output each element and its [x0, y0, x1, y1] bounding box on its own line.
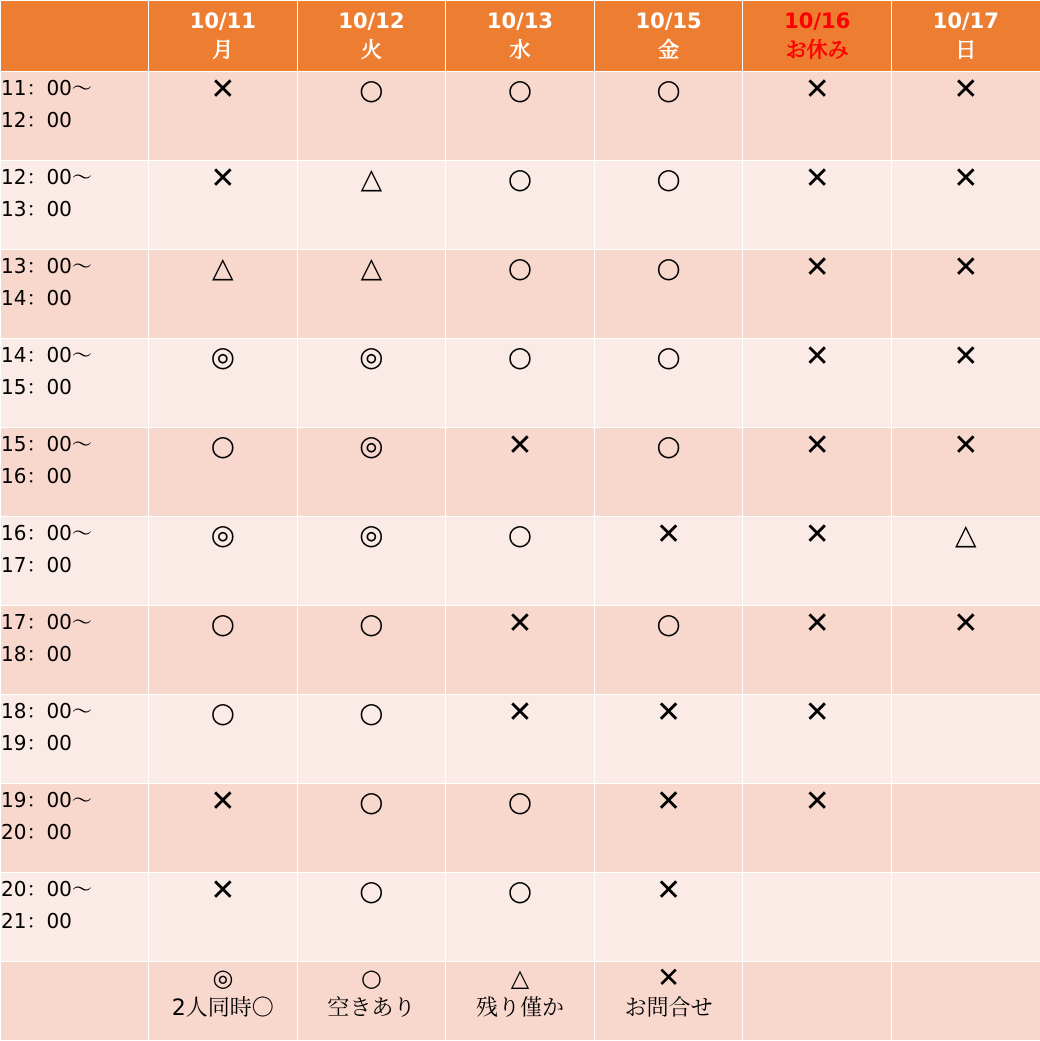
legend-text: 2人同時〇 [149, 994, 297, 1024]
availability-cell: ◎ [297, 428, 446, 517]
availability-cell: ◎ [149, 517, 298, 606]
availability-cell: ✕ [891, 606, 1040, 695]
date-header [149, 1, 298, 72]
availability-cell: ○ [446, 339, 595, 428]
availability-cell: ✕ [149, 72, 298, 161]
time-end: 18：00 [1, 638, 148, 670]
availability-cell: ✕ [743, 428, 892, 517]
legend-row [1, 962, 1040, 1041]
time-slot-row [1, 72, 1040, 161]
availability-cell: ○ [297, 695, 446, 784]
legend-item [743, 962, 892, 1041]
time-slot-row [1, 250, 1040, 339]
availability-cell: ○ [594, 250, 743, 339]
header-weekday: 金 [595, 36, 743, 65]
availability-cell: ✕ [149, 784, 298, 873]
legend-text: 残り僅か [446, 994, 594, 1024]
availability-cell: ✕ [149, 873, 298, 962]
legend-symbol: ○ [298, 962, 446, 994]
availability-cell: ✕ [743, 72, 892, 161]
time-end: 21：00 [1, 905, 148, 937]
availability-cell: ○ [446, 161, 595, 250]
legend-symbol: ✕ [595, 962, 743, 994]
legend-symbol: ◎ [149, 962, 297, 994]
date-header-holiday [743, 1, 892, 72]
time-slot-row [1, 606, 1040, 695]
availability-cell: ○ [594, 428, 743, 517]
availability-cell: ◎ [297, 517, 446, 606]
time-slot-label [1, 517, 149, 606]
legend-symbol: △ [446, 962, 594, 994]
time-slot-label [1, 606, 149, 695]
time-start: 17：00〜 [1, 606, 148, 638]
time-slot-row [1, 873, 1040, 962]
header-corner-cell [1, 1, 149, 72]
time-start: 15：00〜 [1, 428, 148, 460]
time-start: 12：00〜 [1, 161, 148, 193]
availability-cell: ✕ [446, 695, 595, 784]
time-end: 15：00 [1, 371, 148, 403]
time-start: 14：00〜 [1, 339, 148, 371]
header-date: 10/16 [743, 7, 891, 36]
header-date: 10/17 [892, 7, 1040, 36]
time-start: 18：00〜 [1, 695, 148, 727]
availability-cell: ✕ [743, 339, 892, 428]
availability-cell: ✕ [891, 339, 1040, 428]
availability-cell: ✕ [743, 517, 892, 606]
availability-cell: ✕ [743, 695, 892, 784]
time-start: 11：00〜 [1, 72, 148, 104]
header-date: 10/12 [298, 7, 446, 36]
legend-item [446, 962, 595, 1041]
time-start: 20：00〜 [1, 873, 148, 905]
time-slot-label [1, 428, 149, 517]
availability-cell: ○ [297, 606, 446, 695]
header-date: 10/13 [446, 7, 594, 36]
time-slot-row [1, 339, 1040, 428]
time-slot-label [1, 784, 149, 873]
availability-cell: ✕ [743, 606, 892, 695]
availability-cell: ○ [594, 339, 743, 428]
availability-cell: ✕ [446, 428, 595, 517]
availability-cell: ◎ [297, 339, 446, 428]
time-end: 17：00 [1, 549, 148, 581]
availability-cell: ✕ [891, 161, 1040, 250]
time-slot-label [1, 161, 149, 250]
availability-cell: ◎ [149, 339, 298, 428]
availability-cell: ✕ [891, 250, 1040, 339]
header-weekday: 水 [446, 36, 594, 65]
time-end: 12：00 [1, 104, 148, 136]
availability-cell [891, 873, 1040, 962]
time-start: 19：00〜 [1, 784, 148, 816]
date-header [891, 1, 1040, 72]
availability-cell: ○ [446, 72, 595, 161]
time-end: 14：00 [1, 282, 148, 314]
availability-cell: △ [297, 250, 446, 339]
time-start: 13：00〜 [1, 250, 148, 282]
availability-cell: ○ [446, 873, 595, 962]
availability-cell: ✕ [743, 161, 892, 250]
header-weekday: 月 [149, 36, 297, 65]
time-start: 16：00〜 [1, 517, 148, 549]
availability-cell: ○ [149, 695, 298, 784]
availability-cell [743, 873, 892, 962]
header-weekday: 火 [298, 36, 446, 65]
time-slot-row [1, 695, 1040, 784]
legend-item [149, 962, 298, 1041]
availability-cell: ✕ [743, 250, 892, 339]
date-header [446, 1, 595, 72]
availability-cell [891, 784, 1040, 873]
legend-text: 空きあり [298, 994, 446, 1024]
time-end: 16：00 [1, 460, 148, 492]
availability-cell: ○ [594, 72, 743, 161]
time-end: 20：00 [1, 816, 148, 848]
header-weekday: 日 [892, 36, 1040, 65]
time-slot-row [1, 784, 1040, 873]
availability-cell: ○ [149, 606, 298, 695]
availability-cell: ○ [297, 873, 446, 962]
availability-cell: ✕ [891, 72, 1040, 161]
availability-cell: △ [149, 250, 298, 339]
availability-cell: ○ [149, 428, 298, 517]
legend-item [891, 962, 1040, 1041]
legend-item [297, 962, 446, 1041]
time-end: 19：00 [1, 727, 148, 759]
legend-text: お問合せ [595, 994, 743, 1024]
time-slot-row [1, 428, 1040, 517]
availability-cell: ○ [297, 784, 446, 873]
availability-cell: ○ [446, 250, 595, 339]
time-slot-row [1, 161, 1040, 250]
availability-cell: ✕ [149, 161, 298, 250]
legend-item [594, 962, 743, 1041]
legend-corner-cell [1, 962, 149, 1041]
availability-cell: ○ [446, 784, 595, 873]
availability-cell [891, 695, 1040, 784]
availability-cell: ○ [594, 606, 743, 695]
availability-cell: ○ [594, 161, 743, 250]
date-header [594, 1, 743, 72]
header-date: 10/15 [595, 7, 743, 36]
time-end: 13：00 [1, 193, 148, 225]
time-slot-row [1, 517, 1040, 606]
availability-cell: △ [297, 161, 446, 250]
header-date: 10/11 [149, 7, 297, 36]
availability-cell: △ [891, 517, 1040, 606]
header-row [1, 1, 1040, 72]
availability-cell: ✕ [743, 784, 892, 873]
availability-cell: ✕ [594, 873, 743, 962]
time-slot-label [1, 695, 149, 784]
time-slot-label [1, 72, 149, 161]
availability-cell: ○ [446, 517, 595, 606]
availability-cell: ✕ [594, 784, 743, 873]
availability-cell: ✕ [446, 606, 595, 695]
time-slot-label [1, 873, 149, 962]
time-slot-label [1, 250, 149, 339]
date-header [297, 1, 446, 72]
availability-cell: ✕ [891, 428, 1040, 517]
availability-cell: ✕ [594, 517, 743, 606]
availability-cell: ○ [297, 72, 446, 161]
availability-cell: ✕ [594, 695, 743, 784]
header-holiday-label: お休み [743, 36, 891, 65]
time-slot-label [1, 339, 149, 428]
